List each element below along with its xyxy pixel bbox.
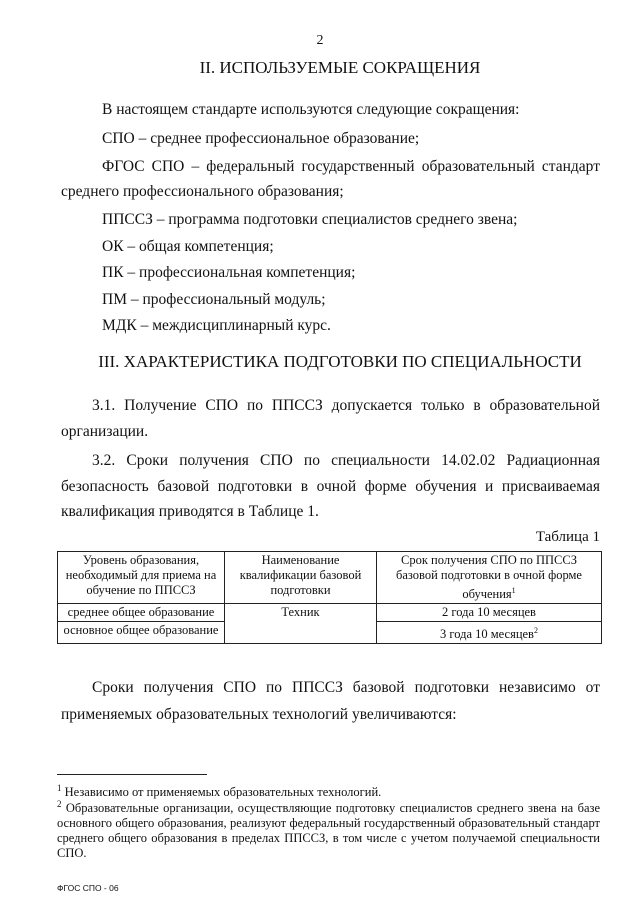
footnote-ref-1: 1 [511, 586, 516, 595]
abbr-fgos-line2: среднего профессионального образования; [61, 183, 344, 200]
abbr-spo: СПО – среднее профессиональное образование; [102, 130, 420, 147]
abbreviations-intro: В настоящем стандарте используются следующие сокращения: [102, 101, 520, 118]
page-number: 2 [316, 33, 324, 48]
after-table-line1: Сроки получения СПО по ППССЗ базовой подготовки независимо от [92, 679, 600, 696]
cell-level-basic-general: основное общее образование [58, 622, 225, 644]
footnote-divider [57, 774, 207, 775]
abbr-pk: ПК – профессиональная компетенция; [102, 264, 356, 281]
abbr-fgos-line1: ФГОС СПО – федеральный государственный образовательный стандарт [102, 158, 600, 175]
cell-qualification: Техник [225, 604, 377, 644]
table-row [58, 604, 602, 622]
paragraph-3-1-line1: 3.1. Получение СПО по ППССЗ допускается только в образовательной [92, 397, 600, 414]
document-code: ФГОС СПО - 06 [57, 883, 119, 893]
footnote-2: $^2$ Образовательные организации, осуществляющие подготовку специалистов среднего звена на базе основного общего образования, реализуют федеральный государственный образовательный стандарт среднего общего образования в пределах ППССЗ, в том числе с учетом получаемой специальности СПО. [57, 799, 600, 861]
header-education-level: Уровень образования, необходимый для приема на обучение по ППССЗ [58, 552, 225, 604]
training-terms-table [57, 551, 602, 644]
table-header-row [58, 552, 602, 604]
paragraph-3-2-line1: 3.2. Сроки получения СПО по специальности 14.02.02 Радиационная [92, 452, 600, 469]
abbr-ok: ОК – общая компетенция; [102, 238, 274, 255]
footnote-1: $^1$ Независимо от применяемых образовательных технологий. [57, 783, 382, 800]
header-term: Срок получения СПО по ППССЗ базовой подготовки в очной форме обучения$^1$ [377, 552, 602, 604]
after-table-line2: применяемых образовательных технологий увеличиваются: [61, 706, 457, 723]
paragraph-3-1-line2: организации. [61, 423, 149, 440]
abbr-ppssz: ППССЗ – программа подготовки специалистов среднего звена; [102, 211, 518, 228]
cell-term-row1: 2 года 10 месяцев [377, 604, 602, 622]
paragraph-3-2-line3: квалификация приводятся в Таблице 1. [61, 503, 319, 520]
footnote-ref-2: 2 [533, 626, 538, 636]
paragraph-3-2-line2: безопасность базовой подготовки в очной форме обучения и присваиваемая [61, 478, 600, 495]
section-2-heading: II. ИСПОЛЬЗУЕМЫЕ СОКРАЩЕНИЯ [199, 58, 481, 77]
cell-term-row2: 3 года 10 месяцев$^2$ [377, 622, 602, 644]
table-caption: Таблица 1 [535, 529, 600, 545]
abbr-pm: ПМ – профессиональный модуль; [102, 291, 326, 308]
header-qualification: Наименование квалификации базовой подготовки [225, 552, 377, 604]
cell-level-secondary-general: среднее общее образование [58, 604, 225, 622]
abbr-mdk: МДК – междисциплинарный курс. [102, 317, 331, 334]
section-3-heading: III. ХАРАКТЕРИСТИКА ПОДГОТОВКИ ПО СПЕЦИАЛЬНОСТИ [98, 352, 582, 371]
